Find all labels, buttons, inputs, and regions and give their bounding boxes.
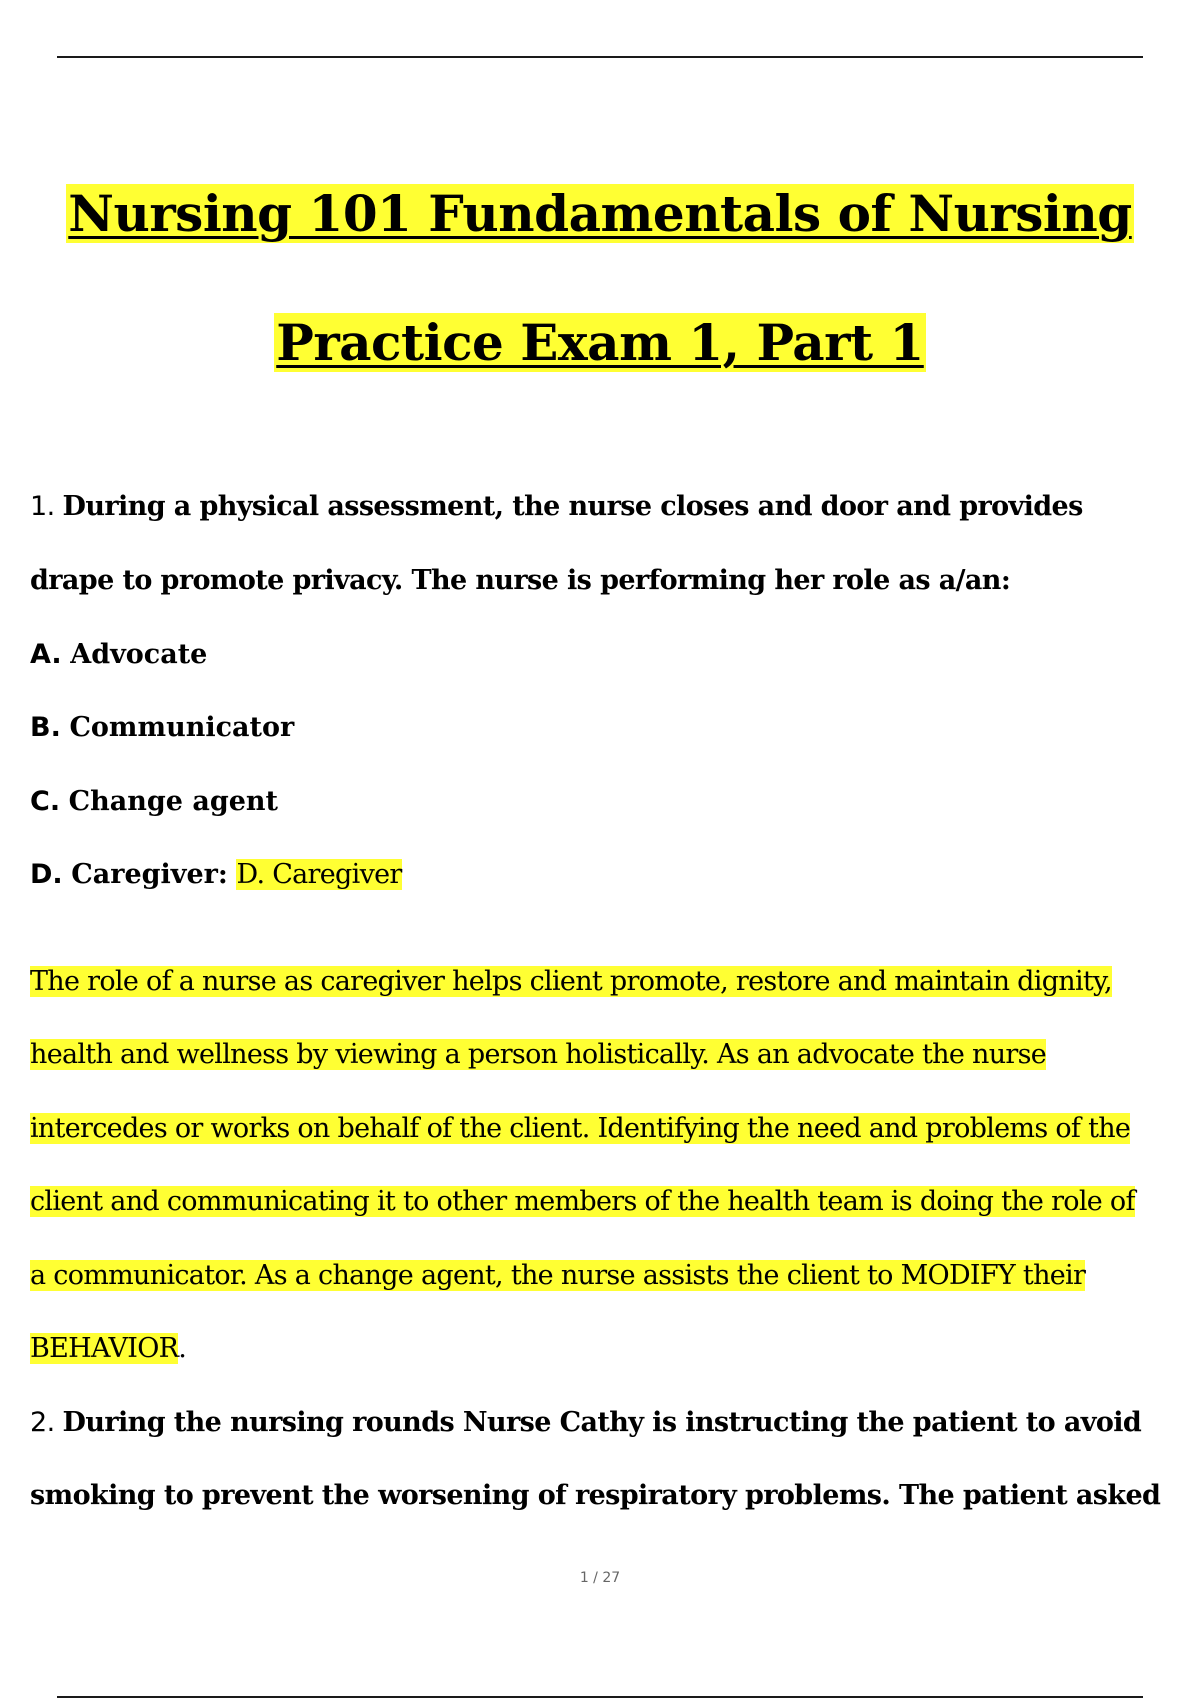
option-c <box>30 782 278 822</box>
option-a <box>30 635 207 675</box>
explanation-text-5: a communicator. As a change agent, the nurse assists the client to MODIFY their <box>30 1260 1086 1291</box>
explanation-text-6: BEHAVIOR <box>30 1333 179 1364</box>
question-2-text-1: During the nursing rounds Nurse Cathy is instructing the patient to avoid <box>62 1407 1142 1438</box>
answer-highlight: D. Caregiver <box>236 859 402 890</box>
explanation-line-1 <box>30 962 1112 1002</box>
option-b <box>30 708 294 748</box>
explanation-line-5 <box>30 1256 1085 1296</box>
explanation-line-2 <box>30 1035 1046 1075</box>
question-2-line-1 <box>30 1403 1141 1443</box>
question-1-text-1: During a physical assessment, the nurse closes and door and provides <box>62 491 1083 522</box>
explanation-text-2: health and wellness by viewing a person holistically. As an advocate the nurse <box>30 1039 1047 1070</box>
explanation-line-4 <box>30 1182 1135 1222</box>
option-d-letter: D. <box>30 859 63 890</box>
question-2-number: 2. <box>30 1407 55 1438</box>
title-line-1 <box>0 182 1200 246</box>
explanation-line-6 <box>30 1329 186 1369</box>
option-d-text: Caregiver: <box>71 859 228 890</box>
explanation-text-3: intercedes or works on behalf of the client. Identifying the need and problems of the <box>30 1113 1131 1144</box>
bottom-rule <box>57 1696 1143 1698</box>
option-a-text: Advocate <box>70 639 208 670</box>
top-rule <box>57 56 1143 58</box>
option-d <box>30 855 402 895</box>
question-1-text-2: drape to promote privacy. The nurse is performing her role as a/an: <box>30 565 1011 596</box>
option-c-text: Change agent <box>68 786 279 817</box>
option-a-letter: A. <box>30 639 62 670</box>
option-b-text: Communicator <box>69 712 295 743</box>
question-2-text-2: smoking to prevent the worsening of respiratory problems. The patient asked <box>30 1480 1161 1511</box>
explanation-period: . <box>178 1333 187 1364</box>
option-b-letter: B. <box>30 712 61 743</box>
question-1-number: 1. <box>30 491 55 522</box>
question-1-line-2 <box>30 561 1010 601</box>
title-line-2 <box>0 311 1200 375</box>
option-c-letter: C. <box>30 786 61 817</box>
explanation-text-1: The role of a nurse as caregiver helps client promote, restore and maintain dignity, <box>30 966 1112 997</box>
explanation-text-4: client and communicating it to other members of the health team is doing the role of <box>30 1186 1135 1217</box>
title-line-1-text: Nursing 101 Fundamentals of Nursing <box>68 184 1132 243</box>
explanation-line-3 <box>30 1109 1130 1149</box>
question-1-line-1 <box>30 487 1083 527</box>
page-indicator: 1 / 27 <box>579 1570 621 1586</box>
question-2-line-2 <box>30 1476 1160 1516</box>
title-line-2-text: Practice Exam 1, Part 1 <box>276 313 924 372</box>
